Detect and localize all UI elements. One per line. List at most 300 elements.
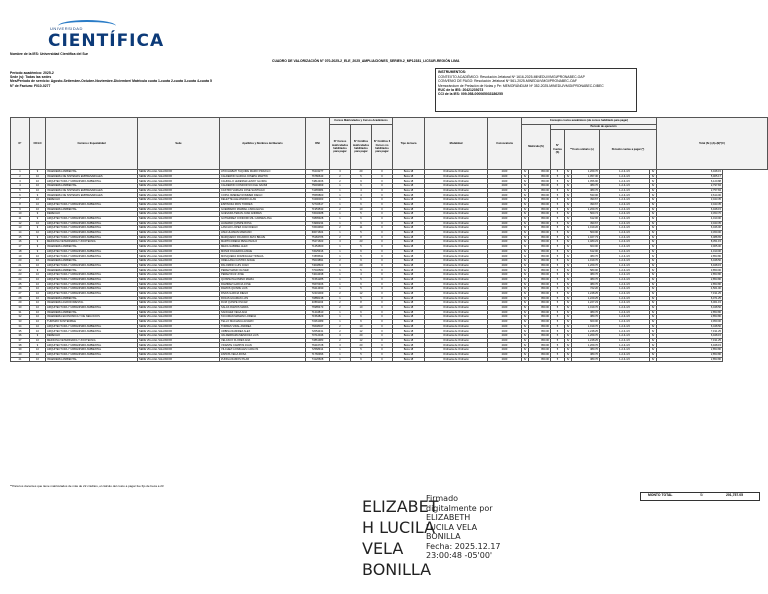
table-cell: 1: [330, 357, 351, 362]
table-cell: Beca 18: [393, 230, 425, 235]
table-cell: 20: [351, 343, 372, 348]
table-cell: 10: [30, 179, 46, 184]
table-cell: 1-2-3-4-5: [600, 174, 650, 179]
table-cell: S/: [650, 329, 657, 334]
table-cell: DERECHO: [46, 212, 138, 217]
table-cell: 2,853.80: [657, 282, 723, 287]
table-cell: 950.00: [529, 221, 551, 226]
table-cell: S/: [565, 212, 572, 217]
table-cell: 26: [11, 287, 30, 292]
table-cell: Beca 18: [393, 207, 425, 212]
table-cell: SEDE VILLA EL SALVADOR: [138, 329, 220, 334]
table-cell: 2020: [488, 216, 522, 221]
table-cell: S/: [522, 287, 529, 292]
table-cell: MEJIA GABRIEL ALEX: [220, 245, 306, 250]
table-cell: 12: [11, 221, 30, 226]
table-cell: 36: [11, 334, 30, 339]
table-cell: 2,853.80: [657, 310, 723, 315]
table-cell: 5: [551, 207, 565, 212]
signature-line: ELIZABETH: [426, 513, 471, 522]
total-value: 201,757.05: [726, 493, 743, 497]
table-cell: S/: [522, 315, 529, 320]
table-cell: TURISMO SOSTENIBLE: [46, 320, 138, 325]
signature-name-line: ELIZABET: [362, 497, 439, 516]
table-cell: INGENIERIA AMBIENTAL: [46, 259, 138, 264]
table-cell: Beca 18: [393, 329, 425, 334]
table-cell: 71254660: [306, 245, 330, 250]
table-cell: 1-2-3-4-5: [600, 188, 650, 193]
col-header: Apellidos y Nombres del Becario: [220, 118, 306, 170]
table-cell: Ordinaria de Ordinario: [425, 259, 488, 264]
table-cell: S/: [650, 348, 657, 353]
table-cell: S/: [522, 212, 529, 217]
table-cell: Ordinaria de Ordinario: [425, 357, 488, 362]
table-cell: 0: [372, 216, 393, 221]
table-cell: Ordinaria de Ordinario: [425, 282, 488, 287]
table-cell: 4: [11, 184, 30, 189]
table-cell: 3: [11, 179, 30, 184]
table-cell: MARQUEÑO RICARDO ZETA BRAVE: [220, 235, 306, 240]
table-cell: 5: [551, 273, 565, 278]
table-cell: 10: [351, 207, 372, 212]
table-cell: 950.00: [529, 296, 551, 301]
table-cell: 1,227.23: [572, 301, 600, 306]
table-cell: 1-2-3-4-5: [600, 305, 650, 310]
footnote: **Para los docentes que tiene matriculados de más de 22 créditos, el cálculo del costo a pagar fue fijo de beca a 23: [10, 484, 164, 488]
table-cell: Beca 18: [393, 338, 425, 343]
table-cell: 380.76: [572, 315, 600, 320]
table-cell: 950.00: [529, 338, 551, 343]
table-cell: PEREZ RUIZ JOSE: [220, 273, 306, 278]
table-cell: ARQUITECTURA Y URBANISMO AMBIENTAL: [46, 324, 138, 329]
table-cell: Ordinaria de Ordinario: [425, 207, 488, 212]
table-cell: URBINA RAMIREZ ALEX: [220, 329, 306, 334]
table-cell: Ordinaria de Ordinario: [425, 348, 488, 353]
table-cell: SEDE VILLA EL SALVADOR: [138, 348, 220, 353]
table-cell: 1,229.25: [572, 296, 600, 301]
table-cell: HUAMANI QUISPE ROSA: [220, 221, 306, 226]
table-cell: 1: [330, 193, 351, 198]
table-cell: 5: [551, 348, 565, 353]
table-cell: S/: [565, 282, 572, 287]
table-cell: 2020: [488, 207, 522, 212]
table-cell: 6,048.50: [657, 305, 723, 310]
table-cell: Ordinaria de Ordinario: [425, 343, 488, 348]
table-cell: 5: [551, 174, 565, 179]
table-cell: S/: [565, 305, 572, 310]
table-cell: 2: [330, 207, 351, 212]
table-cell: 22: [11, 268, 30, 273]
table-cell: 6: [351, 198, 372, 203]
table-cell: 380.76: [572, 352, 600, 357]
table-cell: SEDE VILLA EL SALVADOR: [138, 320, 220, 325]
table-cell: 5: [551, 324, 565, 329]
table-cell: 1-2-3-4-5: [600, 216, 650, 221]
table-cell: 950.00: [529, 357, 551, 362]
table-cell: Ordinaria de Ordinario: [425, 273, 488, 278]
table-cell: SEDE VILLA EL SALVADOR: [138, 287, 220, 292]
table-cell: 74990234: [306, 221, 330, 226]
table-cell: 1,248.25: [572, 338, 600, 343]
table-cell: 2020: [488, 226, 522, 231]
table-cell: INGENIERIA AMBIENTAL: [46, 357, 138, 362]
table-cell: 2020: [488, 198, 522, 203]
table-cell: ARQUITECTURA Y URBANISMO AMBIENTAL: [46, 287, 138, 292]
table-cell: S/: [650, 310, 657, 315]
table-cell: 6,048.50: [657, 259, 723, 264]
table-cell: S/: [565, 216, 572, 221]
table-cell: S/: [522, 254, 529, 259]
table-cell: S/: [565, 343, 572, 348]
table-cell: SEDE VILLA EL SALVADOR: [138, 188, 220, 193]
table-cell: Beca 18: [393, 259, 425, 264]
table-cell: 6,071.25: [657, 296, 723, 301]
table-cell: 2: [330, 179, 351, 184]
table-cell: 950.00: [529, 254, 551, 259]
table-cell: Ordinaria de Ordinario: [425, 277, 488, 282]
table-cell: ARQUITECTURA Y URBANISMO AMBIENTAL: [46, 249, 138, 254]
table-cell: 2020: [488, 305, 522, 310]
table-cell: 10: [30, 338, 46, 343]
col-header: **Costo unitario (s): [565, 130, 600, 170]
signature-line: 23:00:48 -05'00': [426, 551, 493, 560]
table-cell: 1-2-3-4-5: [600, 179, 650, 184]
table-cell: Beca 18: [393, 287, 425, 292]
table-cell: S/: [522, 310, 529, 315]
table-cell: RIVAS GARCIA DIEGO: [220, 291, 306, 296]
table-cell: 71561285: [306, 277, 330, 282]
table-cell: 1-2-3-4-5: [600, 226, 650, 231]
table-cell: ARQUITECTURA Y URBANISMO AMBIENTAL: [46, 291, 138, 296]
table-cell: GUEVARA TERAN JUAN ANDRES: [220, 212, 306, 217]
table-cell: 0: [372, 301, 393, 306]
table-cell: 950.00: [529, 287, 551, 292]
table-cell: 2020: [488, 179, 522, 184]
period-info: [10, 71, 212, 88]
table-cell: 2020: [488, 174, 522, 179]
table-cell: Beca 18: [393, 254, 425, 259]
table-cell: 20: [351, 334, 372, 339]
table-cell: 3: [330, 170, 351, 175]
table-cell: S/: [650, 273, 657, 278]
table-cell: 10: [30, 305, 46, 310]
table-cell: 1-2-3-4-5: [600, 170, 650, 175]
info-line: Periodo académico: 2025-2: [10, 71, 54, 75]
table-cell: 10: [351, 305, 372, 310]
table-cell: 2020: [488, 334, 522, 339]
table-cell: 2: [330, 226, 351, 231]
table-cell: 10: [30, 324, 46, 329]
table-cell: 20: [11, 259, 30, 264]
col-header: Sede: [138, 118, 220, 170]
table-cell: 10: [30, 329, 46, 334]
table-cell: 5: [551, 202, 565, 207]
table-cell: 0: [372, 230, 393, 235]
table-cell: 380.76: [572, 273, 600, 278]
table-cell: S/: [650, 184, 657, 189]
table-cell: 2020: [488, 348, 522, 353]
instrument-line: CCI de la IES: 009-058-000065033186255: [438, 92, 503, 97]
table-cell: 0: [372, 193, 393, 198]
table-cell: Beca 18: [393, 305, 425, 310]
table-cell: 1-2-3-4-5: [600, 291, 650, 296]
table-cell: 3,453.70: [657, 212, 723, 217]
table-cell: 2: [330, 329, 351, 334]
signature-line: Fecha: 2025.12.17: [426, 541, 501, 551]
table-cell: 2: [330, 291, 351, 296]
table-cell: 5: [351, 277, 372, 282]
table-cell: S/: [522, 207, 529, 212]
table-cell: 3,614.00: [657, 193, 723, 198]
table-cell: 6,120.88: [657, 179, 723, 184]
table-cell: 0: [372, 212, 393, 217]
table-cell: 20: [351, 263, 372, 268]
table-cell: S/: [565, 193, 572, 198]
table-cell: 35: [11, 329, 30, 334]
table-cell: 1-2-3-4-5: [600, 268, 650, 273]
period-subheader: Periodo de ejecución: [551, 125, 657, 130]
table-cell: 10: [30, 254, 46, 259]
table-cell: S/: [650, 221, 657, 226]
table-cell: 39: [11, 348, 30, 353]
table-cell: Beca 18: [393, 334, 425, 339]
table-cell: 950.00: [529, 282, 551, 287]
table-cell: Ordinaria de Ordinario: [425, 221, 488, 226]
university-logo: CIENTÍFICA: [48, 31, 165, 51]
table-cell: INGENIERIA AMBIENTAL: [46, 310, 138, 315]
table-cell: 5: [351, 352, 372, 357]
table-cell: Beca 18: [393, 184, 425, 189]
table-cell: 0: [372, 338, 393, 343]
table-cell: 5: [551, 179, 565, 184]
table-cell: 10: [30, 315, 46, 320]
col-header: Tipo de beca: [393, 118, 425, 170]
table-cell: 950.00: [529, 245, 551, 250]
table-cell: 6,046.00: [657, 226, 723, 231]
table-cell: S/: [565, 357, 572, 362]
table-cell: 1,019.70: [572, 259, 600, 264]
table-cell: S/: [565, 221, 572, 226]
table-cell: 950.00: [529, 188, 551, 193]
table-cell: S/: [565, 287, 572, 292]
signature-line: BONILLA: [426, 532, 461, 541]
table-cell: S/: [650, 249, 657, 254]
table-cell: 72732617: [306, 202, 330, 207]
table-cell: 722.20: [572, 287, 600, 292]
table-cell: S/: [650, 193, 657, 198]
table-cell: S/: [650, 207, 657, 212]
table-cell: 10: [30, 184, 46, 189]
table-cell: 4: [351, 193, 372, 198]
table-cell: 41: [11, 357, 30, 362]
table-cell: Ordinaria de Ordinario: [425, 320, 488, 325]
table-cell: 1-2-3-4-5: [600, 282, 650, 287]
table-cell: S/: [522, 296, 529, 301]
table-cell: 6,048.50: [657, 324, 723, 329]
table-cell: 390.67: [572, 221, 600, 226]
table-cell: 0: [372, 170, 393, 175]
table-cell: 500.74: [572, 212, 600, 217]
table-cell: 75565800: [306, 193, 330, 198]
table-cell: 380.76: [572, 282, 600, 287]
table-cell: 9: [30, 216, 46, 221]
table-cell: 72568914: [306, 348, 330, 353]
table-cell: 1: [330, 188, 351, 193]
table-cell: S/: [650, 287, 657, 292]
table-cell: S/: [650, 245, 657, 250]
table-cell: 0: [372, 357, 393, 362]
table-cell: Beca 18: [393, 245, 425, 250]
table-cell: 1-2-3-4-5: [600, 348, 650, 353]
table-cell: 500.00: [572, 230, 600, 235]
table-cell: SEDE VILLA EL SALVADOR: [138, 230, 220, 235]
table-cell: 5: [551, 305, 565, 310]
table-cell: 10: [30, 287, 46, 292]
table-cell: 612.00: [572, 216, 600, 221]
table-cell: S/: [565, 188, 572, 193]
table-cell: GUTIERREZ CONDORI MIL CARMEN ANA: [220, 216, 306, 221]
table-cell: Ordinaria de Ordinario: [425, 334, 488, 339]
table-cell: Ordinaria de Ordinario: [425, 263, 488, 268]
table-cell: 10: [30, 320, 46, 325]
table-cell: 11: [351, 226, 372, 231]
total-label: MONTO TOTAL: [648, 493, 673, 497]
table-cell: S/: [522, 216, 529, 221]
table-cell: SEDE VILLA EL SALVADOR: [138, 268, 220, 273]
table-cell: 1-2-3-4-5: [600, 230, 650, 235]
table-cell: S/: [522, 301, 529, 306]
table-cell: Beca 18: [393, 296, 425, 301]
table-cell: S/: [565, 202, 572, 207]
table-cell: S/: [565, 315, 572, 320]
table-cell: SEDE VILLA EL SALVADOR: [138, 263, 220, 268]
table-cell: 1-2-3-4-5: [600, 296, 650, 301]
table-cell: 74126608: [306, 357, 330, 362]
table-cell: Beca 18: [393, 170, 425, 175]
table-cell: Ordinaria de Ordinario: [425, 235, 488, 240]
table-cell: CALDERON CONDOR NICOLE NAOMI: [220, 184, 306, 189]
table-cell: 950.00: [529, 352, 551, 357]
table-cell: Beca 18: [393, 226, 425, 231]
table-cell: 1-2-3-4-5: [600, 310, 650, 315]
table-cell: 2020: [488, 287, 522, 292]
table-cell: 0: [372, 179, 393, 184]
table-cell: RAMOS QUISPE LUIS: [220, 287, 306, 292]
table-cell: 1,019.70: [572, 324, 600, 329]
table-cell: 5: [551, 296, 565, 301]
table-cell: SEDE VILLA EL SALVADOR: [138, 338, 220, 343]
table-cell: 7,191.25: [657, 338, 723, 343]
table-cell: 950.00: [529, 329, 551, 334]
table-cell: SEDE VILLA EL SALVADOR: [138, 198, 220, 203]
col-header: N° Cuotas (S): [551, 130, 565, 170]
col-header: Pensión cuotas a pagar (*): [600, 130, 657, 170]
table-cell: 4: [351, 188, 372, 193]
table-cell: 9: [30, 240, 46, 245]
table-cell: 7,191.25: [657, 291, 723, 296]
table-cell: 380.76: [572, 188, 600, 193]
table-cell: 9: [351, 259, 372, 264]
table-cell: 8: [351, 235, 372, 240]
table-cell: 2020: [488, 254, 522, 259]
col-header: N° Créditos matriculados habilitados para pagar: [351, 125, 372, 170]
table-cell: 76214930: [306, 287, 330, 292]
table-cell: S/: [565, 324, 572, 329]
table-cell: 5: [551, 268, 565, 273]
table-cell: 0: [372, 315, 393, 320]
table-cell: 10: [30, 282, 46, 287]
table-cell: ARQUITECTURA Y URBANISMO AMBIENTAL: [46, 179, 138, 184]
table-cell: S/: [522, 240, 529, 245]
table-cell: 380.76: [572, 357, 600, 362]
instruments-box: [435, 68, 637, 112]
table-cell: S/: [565, 184, 572, 189]
table-cell: INGENIERIA AMBIENTAL: [46, 170, 138, 175]
table-cell: Ordinaria de Ordinario: [425, 245, 488, 250]
table-cell: S/: [522, 235, 529, 240]
table-cell: Beca 18: [393, 188, 425, 193]
table-cell: 5: [551, 329, 565, 334]
table-cell: 1-2-3-4-5: [600, 207, 650, 212]
table-cell: LANCHO LOPEZ JUAN DIEGO: [220, 226, 306, 231]
table-cell: 71953533: [306, 207, 330, 212]
table-cell: TACUMAN MAMANI LORENA: [220, 315, 306, 320]
table-cell: TORRES VIDAL ANDREA: [220, 324, 306, 329]
table-cell: SEDE VILLA EL SALVADOR: [138, 179, 220, 184]
table-cell: Beca 18: [393, 320, 425, 325]
total-currency: S/: [700, 493, 704, 497]
table-cell: S/: [650, 343, 657, 348]
table-cell: 14: [11, 230, 30, 235]
table-cell: 2020: [488, 230, 522, 235]
table-cell: Ordinaria de Ordinario: [425, 174, 488, 179]
table-cell: Ordinaria de Ordinario: [425, 198, 488, 203]
table-cell: S/: [565, 240, 572, 245]
signature-details: [426, 494, 501, 561]
table-cell: 390.67: [572, 198, 600, 203]
table-cell: SEDE VILLA EL SALVADOR: [138, 216, 220, 221]
table-cell: Ordinaria de Ordinario: [425, 287, 488, 292]
table-cell: 1: [330, 348, 351, 353]
table-cell: 3,450.00: [657, 230, 723, 235]
table-cell: 2020: [488, 249, 522, 254]
table-cell: S/: [565, 273, 572, 278]
table-cell: 2020: [488, 320, 522, 325]
table-cell: 5: [551, 338, 565, 343]
table-cell: Ordinaria de Ordinario: [425, 188, 488, 193]
table-cell: 2020: [488, 268, 522, 273]
table-cell: 950.00: [529, 216, 551, 221]
table-cell: 950.00: [529, 277, 551, 282]
table-cell: ARQUITECTURA Y URBANISMO AMBIENTAL: [46, 254, 138, 259]
table-cell: Beca 18: [393, 273, 425, 278]
table-cell: 32: [11, 315, 30, 320]
table-cell: S/: [565, 329, 572, 334]
table-cell: S/: [522, 221, 529, 226]
table-cell: 5: [551, 352, 565, 357]
table-cell: INGENIERIA AMBIENTAL: [46, 268, 138, 273]
table-cell: S/: [650, 320, 657, 325]
table-cell: 73025916: [306, 249, 330, 254]
table-cell: 1: [330, 268, 351, 273]
table-cell: 1: [11, 170, 30, 175]
table-cell: 1-2-3-4-5: [600, 254, 650, 259]
table-cell: S/: [522, 202, 529, 207]
table-cell: 1: [330, 230, 351, 235]
table-cell: 76780643: [306, 174, 330, 179]
table-cell: 74565811: [306, 254, 330, 259]
table-cell: Beca 18: [393, 324, 425, 329]
